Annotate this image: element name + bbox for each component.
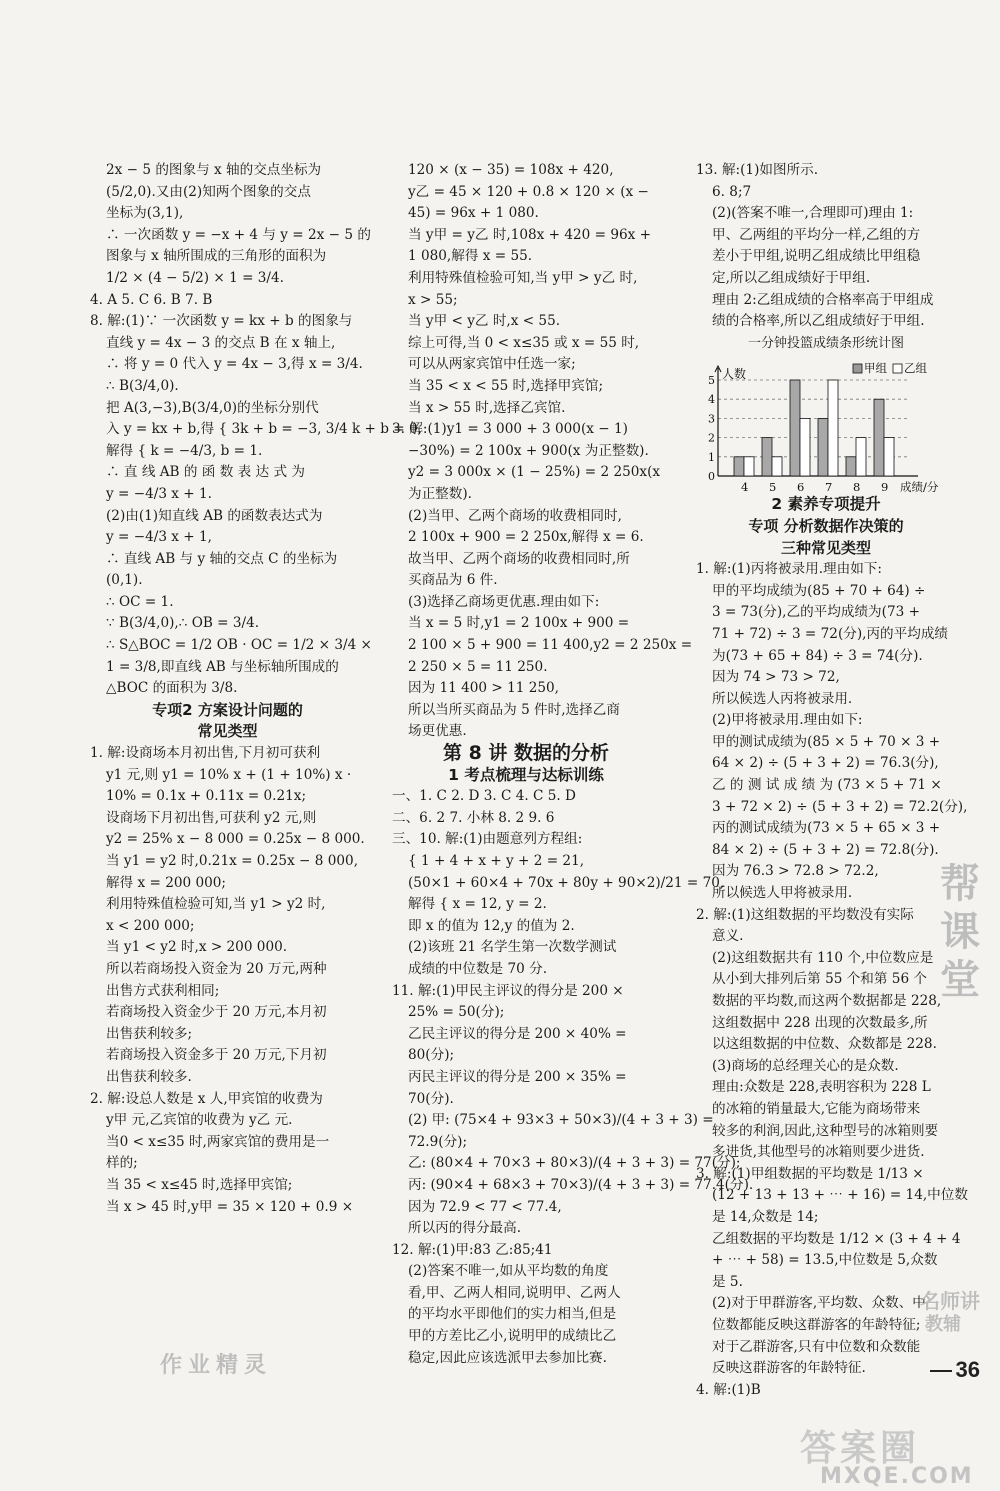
text-line: 所以候选人甲将被录用. <box>712 885 853 902</box>
text-line: 为(73 + 65 + 84) ÷ 3 = 74(分). <box>712 647 923 664</box>
text-line: 13. 解:(1)如图所示. <box>696 162 819 178</box>
bar-group-a <box>790 380 800 476</box>
text-line: 样的; <box>106 1155 138 1172</box>
text-line: 从小到大排列后第 55 个和第 56 个 <box>712 971 928 988</box>
x-tick-label: 7 <box>825 480 833 495</box>
y-tick-label: 2 <box>708 431 715 445</box>
legend-label: 甲组 <box>864 361 887 376</box>
text-line: ∴ S△BOC = 1/2 OB · OC = 1/2 × 3/4 × <box>106 637 372 654</box>
text-line: (2)(答案不唯一,合理即可)理由 1: <box>712 205 914 222</box>
text-line: y乙 = 45 × 120 + 0.8 × 120 × (x − <box>408 183 649 200</box>
text-line: 解得 { x = 12, y = 2. <box>408 896 547 913</box>
text-line: 84 × 2) ÷ (5 + 3 + 2) = 72.8(分). <box>712 841 939 858</box>
text-line: 8. 解:(1)∵ 一次函数 y = kx + b 的图象与 <box>90 313 353 330</box>
bar-group-b <box>800 419 810 477</box>
text-line: 10% = 0.1x + 0.11x = 0.21x; <box>106 788 307 805</box>
text-line: 45) = 96x + 1 080. <box>408 205 539 222</box>
watermark-url: MXQE.COM <box>820 1464 974 1489</box>
text-line: 理由 2:乙组成绩的合格率高于甲组成 <box>712 291 934 308</box>
text-line: (3)选择乙商场更优惠.理由如下: <box>408 593 600 610</box>
bar-group-a <box>762 438 772 476</box>
text-line: 稳定,因此应该选派甲去参加比赛. <box>408 1349 607 1366</box>
page-number: 36 <box>955 1357 980 1382</box>
text-line: (2)该班 21 名学生第一次数学测试 <box>408 939 617 956</box>
text-line: 12. 解:(1)甲:83 乙:85;41 <box>392 1241 553 1258</box>
text-line: 乙组数据的平均数是 1/12 × (3 + 4 + 4 <box>712 1230 961 1247</box>
y-tick-label: 0 <box>708 470 715 484</box>
text-line: 常见类型 <box>197 722 258 741</box>
text-line: 所以候选人丙将被录用. <box>712 690 853 707</box>
text-line: 甲的测试成绩为(85 × 5 + 70 × 3 + <box>712 733 941 750</box>
text-line: 80(分); <box>408 1047 455 1064</box>
text-line: 所以若商场投入资金为 20 万元,两种 <box>106 960 327 977</box>
text-line: 利用特殊值检验可知,当 y1 > y2 时, <box>106 896 326 913</box>
text-line: 为正整数). <box>408 485 472 502</box>
text-line: △BOC 的面积为 3/8. <box>106 680 238 697</box>
text-line: 3. 解:(1)甲组数据的平均数是 1/13 × <box>696 1165 924 1182</box>
y-axis-label: 人数 <box>722 367 747 382</box>
text-line: 出售获利较多. <box>106 1068 192 1085</box>
bar-group-a <box>734 457 744 476</box>
text-line: 第 8 讲 数据的分析 <box>442 742 610 765</box>
text-line: 反映这群游客的年龄特征. <box>712 1360 866 1377</box>
text-line: 乙: (80×4 + 70×3 + 80×3)/(4 + 3 + 3) = 77(分); <box>408 1155 741 1172</box>
text-line: 1/2 × (4 − 5/2) × 1 = 3/4. <box>106 269 284 286</box>
chart-title: 一分钟投篮成绩条形统计图 <box>747 335 904 351</box>
text-line: 出售获利较多; <box>106 1025 193 1042</box>
text-line: 故当甲、乙两个商场的收费相同时,所 <box>408 550 630 567</box>
text-line: 综上可得,当 0 < x≤35 或 x = 55 时, <box>408 334 640 351</box>
text-line: 意义. <box>712 928 744 945</box>
text-line: ∴ 直 线 AB 的 函 数 表 达 式 为 <box>106 464 305 481</box>
x-tick-label: 9 <box>881 480 889 495</box>
legend-label: 乙组 <box>904 361 927 376</box>
text-line: 解得 x = 200 000; <box>106 874 227 891</box>
bar-group-b <box>884 438 894 476</box>
text-line: 6. 8;7 <box>712 183 752 200</box>
text-line: 乙民主评议的得分是 200 × 40% = <box>408 1025 627 1042</box>
text-line: ∴ B(3/4,0). <box>106 377 179 394</box>
text-line: (2)由(1)知直线 AB 的函数表达式为 <box>106 507 323 524</box>
text-line: 当 y1 < y2 时,x > 200 000. <box>106 939 288 956</box>
text-line: 3. 解:(1)y1 = 3 000 + 3 000(x − 1) <box>392 421 628 438</box>
text-line: y2 = 3 000x × (1 − 25%) = 2 250x(x <box>408 464 661 481</box>
text-line: 若商场投入资金多于 20 万元,下月初 <box>106 1047 327 1064</box>
x-tick-label: 5 <box>769 480 777 495</box>
text-line: 2 100 × 5 + 900 = 11 400,y2 = 2 250x = <box>408 637 693 654</box>
text-line: 当0 < x≤35 时,两家宾馆的费用是一 <box>106 1133 330 1150</box>
text-line: 较多的利润,因此,这种型号的冰箱则要 <box>712 1122 939 1139</box>
text-line: 4. 解:(1)B <box>696 1381 761 1398</box>
text-line: (50×1 + 60×4 + 70x + 80y + 90×2)/21 = 70, <box>408 874 725 891</box>
bar-chart-svg <box>696 354 956 494</box>
text-line: 看,甲、乙两人相同,说明甲、乙两人 <box>408 1284 621 1301</box>
bar-group-a <box>846 457 856 476</box>
text-line: 1. 解:(1)丙将被录用.理由如下: <box>696 561 882 578</box>
text-line: 因为 76.3 > 72.8 > 72.2, <box>712 863 879 880</box>
text-line: 可以从两家宾馆中任选一家; <box>408 356 576 373</box>
text-line: 丙: (90×4 + 68×3 + 70×3)/(4 + 3 + 3) = 77.4(分). <box>408 1176 754 1193</box>
text-line: 差小于甲组,说明乙组成绩比甲组稳 <box>712 248 921 265</box>
text-line: 2. 解:(1)这组数据的平均数没有实际 <box>696 906 914 923</box>
text-line: 1 = 3/8,即直线 AB 与坐标轴所围成的 <box>106 658 339 675</box>
text-line: 丙的测试成绩为(73 × 5 + 65 × 3 + <box>712 820 941 837</box>
x-tick-label: 6 <box>797 480 805 495</box>
text-line: 2 100x + 900 = 2 250x,解得 x = 6. <box>408 529 644 546</box>
text-line: (2)这组数据共有 110 个,中位数应是 <box>712 949 934 966</box>
text-line: 的冰箱的销量最大,它能为商场带来 <box>712 1100 921 1117</box>
text-line: 即 x 的值为 12,y 的值为 2. <box>408 917 575 934</box>
text-line: 1 080,解得 x = 55. <box>408 248 533 265</box>
x-tick-label: 8 <box>853 480 861 495</box>
bar-group-b <box>856 438 866 476</box>
text-line: 理由:众数是 228,表明容积为 228 L <box>712 1079 931 1096</box>
text-line: 所以丙的得分最高. <box>408 1220 522 1237</box>
text-line: 甲的方差比乙小,说明甲的成绩比乙 <box>408 1328 617 1345</box>
text-line: 出售方式获利相同; <box>106 982 220 999</box>
text-line: 专项2 方案设计问题的 <box>152 700 303 719</box>
answer-column-left <box>90 160 422 1218</box>
y-tick-label: 4 <box>708 393 715 407</box>
text-line: y = −4/3 x + 1, <box>106 529 212 546</box>
text-line: (2) 甲: (75×4 + 93×3 + 50×3)/(4 + 3 + 3) = <box>408 1112 714 1129</box>
text-line: 71 + 72) ÷ 3 = 72(分),丙的平均成绩 <box>712 625 949 642</box>
text-line: 当 x = 5 时,y1 = 2 100x + 900 = <box>408 615 630 632</box>
text-line: + ⋯ + 58) = 13.5,中位数是 5,众数 <box>712 1252 938 1269</box>
text-line: (12 + 13 + 13 + ⋯ + 16) = 14,中位数 <box>712 1187 968 1204</box>
text-line: 70(分). <box>408 1090 454 1107</box>
text-line: 72.9(分); <box>408 1133 468 1150</box>
text-line: ∴ 一次函数 y = −x + 4 与 y = 2x − 5 的 <box>106 226 371 243</box>
text-line: (2)当甲、乙两个商场的收费相同时, <box>408 507 622 524</box>
bar-group-a <box>874 400 884 477</box>
text-line: 丙民主评议的得分是 200 × 35% = <box>408 1068 627 1085</box>
text-line: 3 = 73(分),乙的平均成绩为(73 + <box>712 604 920 621</box>
text-line: 位数都能反映这群游客的年龄特征; <box>712 1316 921 1333</box>
text-line: 因为 72.9 < 77 < 77.4, <box>408 1198 562 1215</box>
bar-chart <box>696 354 956 494</box>
text-line: 以这组数据的中位数、众数都是 228. <box>712 1036 937 1053</box>
text-line: 是 14,众数是 14; <box>712 1208 819 1225</box>
text-line: ∴ 直线 AB 与 y 轴的交点 C 的坐标为 <box>106 550 338 567</box>
text-line: 把 A(3,−3),B(3/4,0)的坐标分别代 <box>106 399 319 416</box>
text-line: 解得 { k = −4/3, b = 1. <box>106 442 263 459</box>
text-line: 当 y甲 = y乙 时,108x + 420 = 96x + <box>408 226 652 243</box>
text-line: x > 55; <box>408 291 458 308</box>
stamp-text: 名师讲 <box>920 1289 980 1313</box>
text-line: 设商场下月初出售,可获利 y2 元,则 <box>106 809 317 826</box>
question-13-block <box>696 160 956 333</box>
watermark-logo: 答案圈 <box>800 1428 921 1469</box>
text-line: 120 × (x − 35) = 108x + 420, <box>408 162 614 178</box>
text-line: 1. 解:设商场本月初出售,下月初可获利 <box>90 745 321 762</box>
text-line: 当 y甲 < y乙 时,x < 55. <box>408 313 561 330</box>
text-line: 入 y = kx + b,得 { 3k + b = −3, 3/4 k + b = 0, <box>106 421 422 438</box>
bar-group-b <box>828 380 838 476</box>
text-line: 三种常见类型 <box>780 538 871 557</box>
text-line: (2)答案不唯一,如从平均数的角度 <box>408 1263 609 1280</box>
text-line: 三、10. 解:(1)由题意列方程组: <box>392 831 583 848</box>
text-line: −30%) = 2 100x + 900(x 为正整数). <box>408 442 649 459</box>
text-line: ∴ 将 y = 0 代入 y = 4x − 3,得 x = 3/4. <box>106 356 363 373</box>
page-number-dash <box>930 1370 952 1372</box>
text-line: 当 x > 55 时,选择乙宾馆. <box>408 399 566 416</box>
text-line: (0,1). <box>106 572 143 589</box>
text-line: 64 × 2) ÷ (5 + 3 + 2) = 76.3(分), <box>712 755 939 772</box>
text-line: 图象与 x 轴所围成的三角形的面积为 <box>106 248 327 265</box>
text-line: 甲、乙两组的平均分一样,乙组的方 <box>712 226 921 243</box>
bar-group-b <box>772 457 782 476</box>
bar-group-b <box>744 457 754 476</box>
text-line: ∵ B(3/4,0),∴ OB = 3/4. <box>106 615 260 632</box>
text-line: 1 考点梳理与达标训练 <box>448 765 604 784</box>
text-line: 2 素养专项提升 <box>771 495 881 514</box>
x-tick-label: 4 <box>741 480 749 495</box>
text-line: 11. 解:(1)甲民主评议的得分是 200 × <box>392 982 624 999</box>
x-axis-label: 成绩/分 <box>900 480 939 495</box>
text-line: y2 = 25% x − 8 000 = 0.25x − 8 000. <box>106 831 365 848</box>
text-line: (5/2,0).又由(2)知两个图象的交点 <box>106 183 311 200</box>
legend-swatch <box>893 364 902 373</box>
text-line: 场更优惠. <box>408 723 467 740</box>
text-line: (2)甲将被录用.理由如下: <box>712 712 863 729</box>
text-line: 25% = 50(分); <box>408 1004 505 1021</box>
text-line: 利用特殊值检验可知,当 y甲 > y乙 时, <box>408 269 638 286</box>
bar-group-a <box>818 419 828 477</box>
text-line: 2 250 × 5 = 11 250. <box>408 658 548 675</box>
text-line: 当 y1 = y2 时,0.21x = 0.25x − 8 000, <box>106 853 359 869</box>
text-line: 直线 y = 4x − 3 的交点 B 在 x 轴上, <box>106 334 336 351</box>
text-line: 数据的平均数,而这两个数据都是 228, <box>712 993 942 1009</box>
text-line: 当 x > 45 时,y甲 = 35 × 120 + 0.9 × <box>106 1198 354 1215</box>
text-line: 是 5. <box>712 1273 743 1290</box>
text-line: 当 35 < x≤45 时,选择甲宾馆; <box>106 1176 293 1193</box>
text-line: 买商品为 6 件. <box>408 572 498 589</box>
text-line: 所以当所买商品为 5 件时,选择乙商 <box>408 701 620 718</box>
y-tick-label: 1 <box>708 451 715 465</box>
text-line: { 1 + 4 + x + y + 2 = 21, <box>408 853 585 869</box>
y-tick-label: 3 <box>708 412 715 426</box>
text-line: (3)商场的总经理关心的是众数. <box>712 1057 899 1074</box>
text-line: x < 200 000; <box>106 917 195 934</box>
text-line: y甲 元,乙宾馆的收费为 y乙 元. <box>106 1112 293 1129</box>
y-tick-label: 5 <box>708 374 715 388</box>
text-line: 因为 11 400 > 11 250, <box>408 680 559 697</box>
text-line: 2x − 5 的图象与 x 轴的交点坐标为 <box>106 162 322 178</box>
text-line: 当 35 < x < 55 时,选择甲宾馆; <box>408 377 604 394</box>
text-line: 4. A 5. C 6. B 7. B <box>90 291 213 308</box>
stamp-text: 教辅 <box>925 1314 961 1335</box>
text-line: 若商场投入资金少于 20 万元,本月初 <box>106 1004 327 1021</box>
text-line: 一、1. C 2. D 3. C 4. C 5. D <box>392 788 576 805</box>
text-line: 甲的平均成绩为(85 + 70 + 64) ÷ <box>712 582 926 599</box>
text-line: 专项 分析数据作决策的 <box>748 516 904 535</box>
text-line: 对于乙群游客,只有中位数和众数能 <box>712 1338 921 1355</box>
stamp-text: 帮课堂 <box>940 861 980 1003</box>
text-line: 的平均水平即他们的实力相当,但是 <box>408 1306 617 1323</box>
text-line: 坐标为(3,1), <box>106 205 184 222</box>
text-line: 这组数据中 228 出现的次数最多,所 <box>712 1014 928 1031</box>
legend-swatch <box>853 364 862 373</box>
text-line: 成绩的中位数是 70 分. <box>408 960 548 977</box>
text-line: 乙 的 测 试 成 绩 为 (73 × 5 + 71 × <box>712 777 942 794</box>
text-line: 多进货,其他型号的冰箱则要少进货. <box>712 1144 925 1161</box>
text-line: 2. 解:设总人数是 x 人,甲宾馆的收费为 <box>90 1090 323 1107</box>
text-line: (2)对于甲群游客,平均数、众数、中 <box>712 1295 926 1312</box>
text-line: 因为 74 > 73 > 72, <box>712 669 840 686</box>
stamp-text: 作业精灵 <box>160 1353 273 1378</box>
text-line: ∴ OC = 1. <box>106 593 174 610</box>
text-line: 绩的合格率,所以乙组成绩好于甲组. <box>712 313 925 330</box>
text-line: y1 元,则 y1 = 10% x + (1 + 10%) x · <box>106 766 352 783</box>
text-line: y = −4/3 x + 1. <box>106 485 212 502</box>
text-line: 3 + 72 × 2) ÷ (5 + 3 + 2) = 72.2(分), <box>712 798 968 815</box>
text-line: 二、6. 2 7. 小林 8. 2 9. 6 <box>392 809 555 826</box>
text-line: 定,所以乙组成绩好于甲组. <box>712 269 871 286</box>
